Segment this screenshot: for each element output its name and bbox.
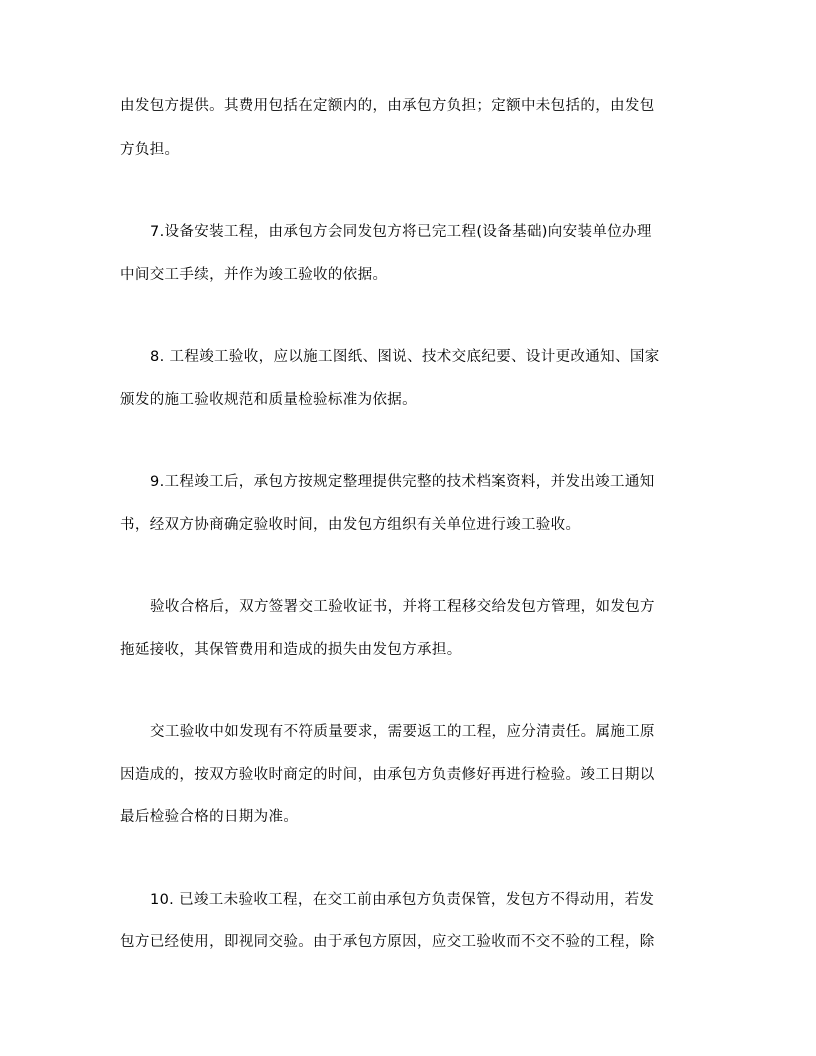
paragraph-8-line: 8. 工程竣工验收，应以施工图纸、图说、技术交底纪要、设计更改通知、国家 xyxy=(150,349,660,365)
paragraph-9-line: 9.工程竣工后，承包方按规定整理提供完整的技术档案资料，并发出竣工通知 xyxy=(150,474,655,490)
text-line: 颁发的施工验收规范和质量检验标准为依据。 xyxy=(120,392,417,408)
text-line: 包方已经使用，即视同交验。由于承包方原因，应交工验收而不交不验的工程，除 xyxy=(120,934,655,950)
paragraph-10-line: 10. 已竣工未验收工程，在交工前由承包方负责保管，发包方不得动用，若发 xyxy=(150,892,655,908)
paragraph-acceptance-line: 验收合格后，双方签署交工验收证书，并将工程移交给发包方管理，如发包方 xyxy=(150,599,655,615)
text-line: 方负担。 xyxy=(120,142,180,158)
text-line: 因造成的，按双方验收时商定的时间，由承包方负责修好再进行检验。竣工日期以 xyxy=(120,767,655,783)
paragraph-rework-line: 交工验收中如发现有不符质量要求，需要返工的工程，应分清责任。属施工原 xyxy=(150,724,655,740)
text-line: 由发包方提供。其费用包括在定额内的，由承包方负担；定额中未包括的，由发包 xyxy=(120,98,655,114)
text-line: 书，经双方协商确定验收时间，由发包方组织有关单位进行竣工验收。 xyxy=(120,517,581,533)
text-line: 最后检验合格的日期为准。 xyxy=(120,809,299,825)
text-line: 中间交工手续，并作为竣工验收的依据。 xyxy=(120,267,388,283)
text-line: 拖延接收，其保管费用和造成的损失由发包方承担。 xyxy=(120,642,462,658)
paragraph-7-line: 7.设备安装工程，由承包方会同发包方将已完工程(设备基础)向安装单位办理 xyxy=(150,224,652,240)
